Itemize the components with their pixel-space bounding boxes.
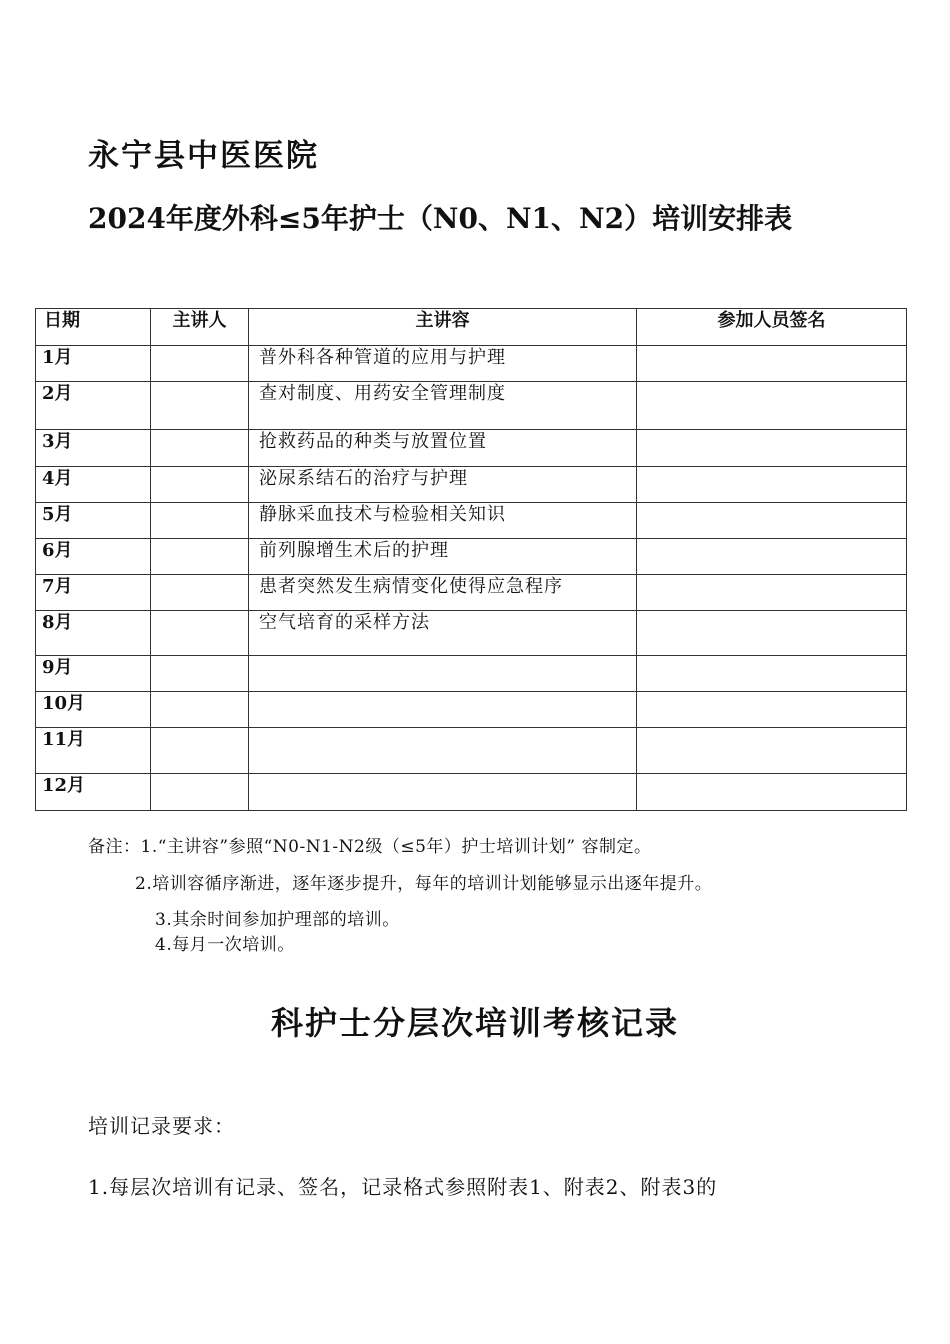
cell-speaker xyxy=(151,774,249,811)
cell-date: 2月 xyxy=(36,382,151,430)
cell-speaker xyxy=(151,692,249,728)
cell-speaker xyxy=(151,728,249,774)
header-signature: 参加人员签名 xyxy=(637,309,907,346)
cell-date: 6月 xyxy=(36,539,151,575)
cell-signature xyxy=(637,503,907,539)
table-row xyxy=(36,728,907,774)
cell-signature xyxy=(637,774,907,811)
cell-speaker xyxy=(151,346,249,382)
note-1: 备注：1.“主讲容”参照“N0-N1-N2级（≤5年）护士培训计划” 容制定。 xyxy=(88,837,652,857)
cell-speaker xyxy=(151,575,249,611)
cell-signature xyxy=(637,430,907,467)
cell-topic: 查对制度、用药安全管理制度 xyxy=(249,382,637,430)
cell-date: 4月 xyxy=(36,467,151,503)
cell-date: 1月 xyxy=(36,346,151,382)
note-4: 4.每月一次培训。 xyxy=(155,935,295,955)
table-row xyxy=(36,774,907,811)
table-row xyxy=(36,575,907,611)
requirements-label: 培训记录要求： xyxy=(88,1114,235,1138)
cell-speaker xyxy=(151,503,249,539)
cell-topic xyxy=(249,774,637,811)
cell-date: 11月 xyxy=(36,728,151,774)
table-row xyxy=(36,692,907,728)
cell-topic: 抢救药品的种类与放置位置 xyxy=(249,430,637,467)
table-row xyxy=(36,656,907,692)
cell-signature xyxy=(637,539,907,575)
cell-topic xyxy=(249,656,637,692)
cell-topic: 患者突然发生病情变化使得应急程序 xyxy=(249,575,637,611)
table-row xyxy=(36,611,907,656)
cell-date: 3月 xyxy=(36,430,151,467)
header-date: 日期 xyxy=(36,309,151,346)
table-row xyxy=(36,539,907,575)
cell-date: 9月 xyxy=(36,656,151,692)
cell-speaker xyxy=(151,611,249,656)
training-schedule-table xyxy=(35,308,907,811)
cell-topic: 前列腺增生术后的护理 xyxy=(249,539,637,575)
cell-date: 12月 xyxy=(36,774,151,811)
table-row xyxy=(36,346,907,382)
cell-signature xyxy=(637,728,907,774)
cell-speaker xyxy=(151,430,249,467)
requirement-item-1: 1.每层次培训有记录、签名，记录格式参照附表1、附表2、附表3的 xyxy=(88,1175,718,1199)
cell-signature xyxy=(637,656,907,692)
cell-speaker xyxy=(151,539,249,575)
cell-signature xyxy=(637,382,907,430)
cell-speaker xyxy=(151,382,249,430)
cell-topic: 泌尿系结石的治疗与护理 xyxy=(249,467,637,503)
header-topic: 主讲容 xyxy=(249,309,637,346)
cell-speaker xyxy=(151,467,249,503)
cell-signature xyxy=(637,346,907,382)
cell-date: 7月 xyxy=(36,575,151,611)
section-title: 科护士分层次培训考核记录 xyxy=(270,1004,679,1042)
cell-date: 10月 xyxy=(36,692,151,728)
cell-topic: 空气培育的采样方法 xyxy=(249,611,637,656)
cell-topic: 普外科各种管道的应用与护理 xyxy=(249,346,637,382)
document-title: 2024年度外科≤5年护士（N0、N1、N2）培训安排表 xyxy=(88,202,793,235)
hospital-name: 永宁县中医医院 xyxy=(88,138,319,174)
cell-signature xyxy=(637,692,907,728)
cell-signature xyxy=(637,467,907,503)
cell-signature xyxy=(637,575,907,611)
note-3: 3.其余时间参加护理部的培训。 xyxy=(155,910,400,930)
cell-topic xyxy=(249,692,637,728)
table-row xyxy=(36,503,907,539)
cell-speaker xyxy=(151,656,249,692)
cell-date: 8月 xyxy=(36,611,151,656)
table-row xyxy=(36,382,907,430)
cell-date: 5月 xyxy=(36,503,151,539)
cell-topic: 静脉采血技术与检验相关知识 xyxy=(249,503,637,539)
cell-topic xyxy=(249,728,637,774)
table-row xyxy=(36,467,907,503)
note-2: 2.培训容循序渐进，逐年逐步提升，每年的培训计划能够显示出逐年提升。 xyxy=(135,874,713,894)
table-header-row xyxy=(36,309,907,346)
table-row xyxy=(36,430,907,467)
header-speaker: 主讲人 xyxy=(151,309,249,346)
cell-signature xyxy=(637,611,907,656)
